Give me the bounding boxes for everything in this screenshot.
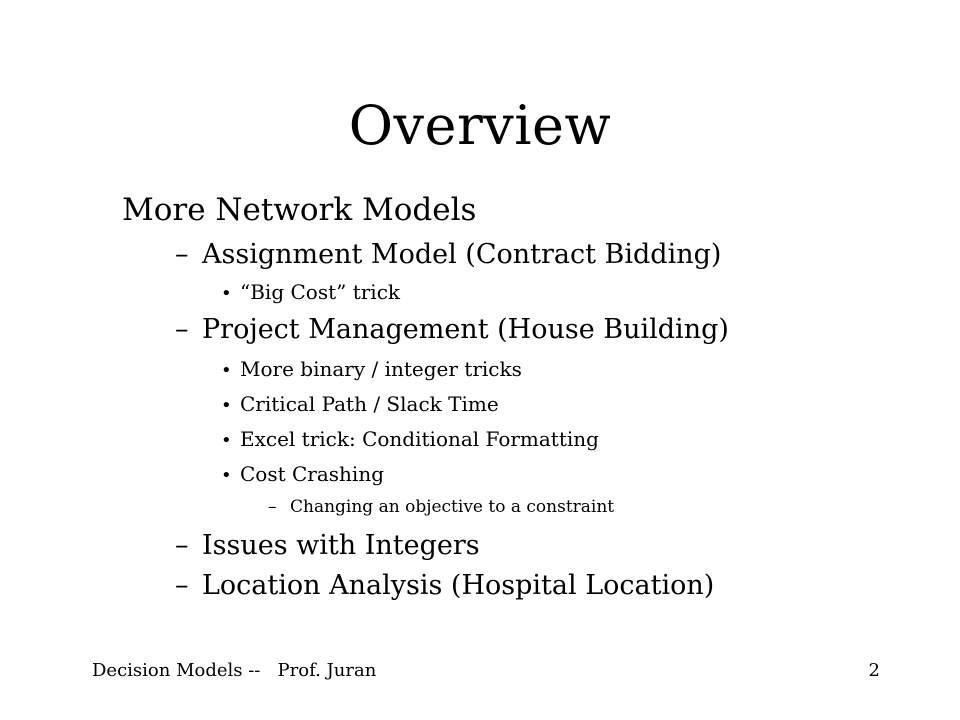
bullet-icon: • <box>221 395 232 416</box>
bullet-text: Excel trick: Conditional Formatting <box>240 427 599 451</box>
dash-marker: – <box>175 314 189 345</box>
subitem-text: Changing an objective to a constraint <box>290 497 615 517</box>
footer-course-title: Decision Models -- Prof. Juran <box>92 660 377 681</box>
bullet-text: Critical Path / Slack Time <box>240 392 499 416</box>
outline-item-assignment-model <box>175 237 721 273</box>
bullet-critical-path <box>221 390 499 420</box>
outline-item-text: Issues with Integers <box>202 530 480 561</box>
subitem-objective-to-constraint <box>268 495 614 519</box>
dash-marker: – <box>175 239 189 270</box>
bullet-excel-trick <box>221 425 599 455</box>
dash-marker: – <box>175 570 189 601</box>
bullet-icon: • <box>221 430 232 451</box>
bullet-text: Cost Crashing <box>240 462 385 486</box>
bullet-icon: • <box>221 465 232 486</box>
bullet-big-cost-trick <box>221 278 400 308</box>
outline-heading: More Network Models <box>122 192 477 228</box>
bullet-icon: • <box>221 283 232 304</box>
outline-item-project-management <box>175 312 729 348</box>
dash-marker: – <box>175 530 189 561</box>
outline-item-issues-with-integers <box>175 528 480 564</box>
outline-item-text: Project Management (House Building) <box>202 314 729 345</box>
dash-marker: – <box>268 497 277 517</box>
outline-item-text: Assignment Model (Contract Bidding) <box>202 239 722 270</box>
outline-item-location-analysis <box>175 568 714 604</box>
footer-page-number: 2 <box>868 660 880 681</box>
bullet-cost-crashing <box>221 460 384 490</box>
bullet-text: “Big Cost” trick <box>240 280 401 304</box>
bullet-text: More binary / integer tricks <box>240 357 522 381</box>
slide-title: Overview <box>348 94 612 157</box>
bullet-icon: • <box>221 360 232 381</box>
outline-item-text: Location Analysis (Hospital Location) <box>202 570 715 601</box>
bullet-binary-integer-tricks <box>221 355 522 385</box>
